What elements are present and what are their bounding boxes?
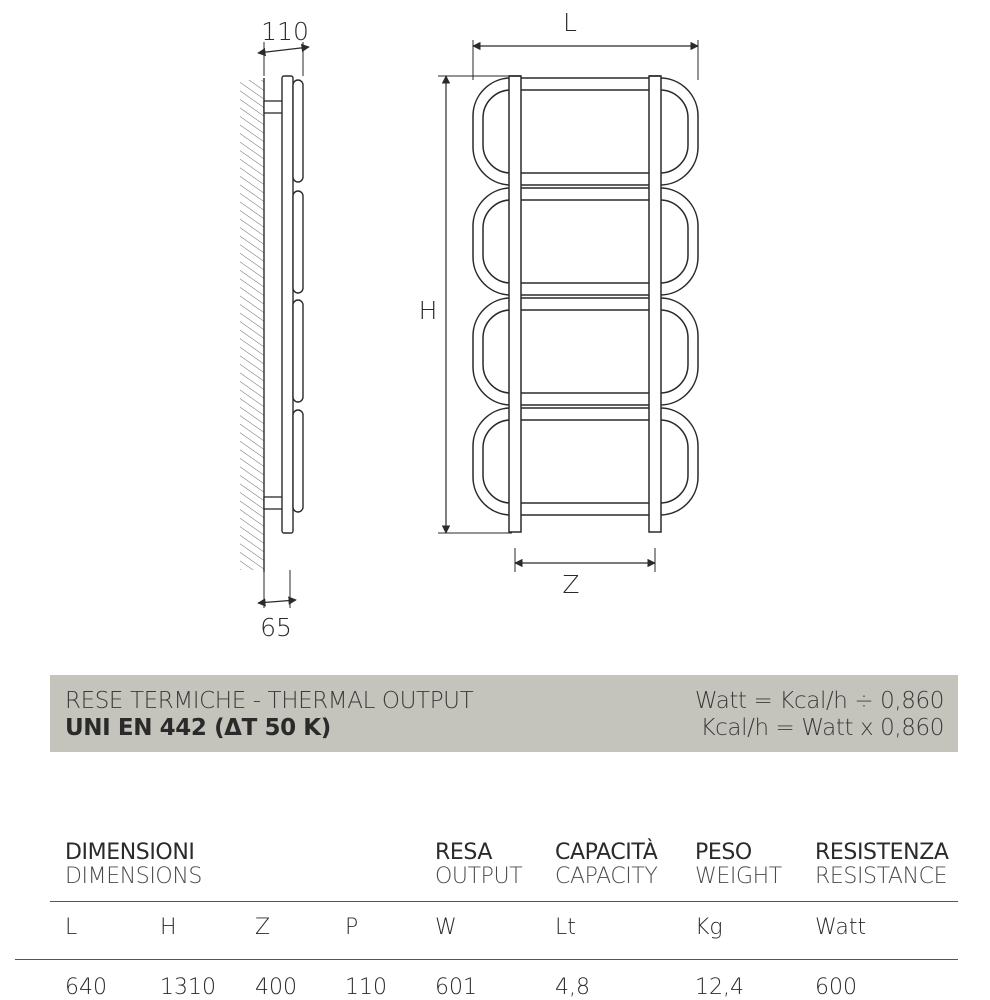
banner-title: RESE TERMICHE - THERMAL OUTPUT xyxy=(65,688,474,714)
header-output: RESA OUTPUT xyxy=(435,840,523,889)
front-loop-outer-1 xyxy=(473,78,698,185)
dim-label-height: H xyxy=(418,296,438,325)
cell-l: 640 xyxy=(65,975,107,1000)
cell-p: 110 xyxy=(345,975,387,1000)
cell-watt: 600 xyxy=(815,975,857,1000)
cell-h: 1310 xyxy=(160,975,216,1000)
side-collector xyxy=(282,76,293,533)
cell-z: 400 xyxy=(255,975,297,1000)
bracket-bottom xyxy=(264,497,283,509)
front-view xyxy=(473,76,698,532)
header-capacity: CAPACITÀ CAPACITY xyxy=(555,840,658,889)
dim-label-offset: 65 xyxy=(260,613,292,642)
column-kg: Kg xyxy=(695,915,723,940)
side-loop-4 xyxy=(293,410,303,512)
column-lt: Lt xyxy=(555,915,576,940)
banner-standard: UNI EN 442 (ΔT 50 K) xyxy=(65,715,331,741)
column-p: P xyxy=(345,915,359,940)
banner-formula-watt: Watt = Kcal/h ÷ 0,860 xyxy=(694,688,944,714)
header-weight: PESO WEIGHT xyxy=(695,840,782,889)
banner-formula-kcal: Kcal/h = Watt x 0,860 xyxy=(700,715,944,741)
front-tube-right xyxy=(649,76,661,532)
cell-kg: 12,4 xyxy=(695,975,744,1000)
thermal-output-banner xyxy=(50,675,958,752)
front-tube-left xyxy=(509,76,521,532)
dim-label-depth: 110 xyxy=(261,17,309,46)
dim-centers xyxy=(515,548,655,599)
header-rule xyxy=(50,901,958,902)
side-loop-3 xyxy=(293,300,303,402)
column-l: L xyxy=(65,915,78,940)
units-rule xyxy=(15,959,958,960)
front-loop-outer-4 xyxy=(473,408,698,515)
column-h: H xyxy=(160,915,177,940)
front-loop-outer-2 xyxy=(473,188,698,295)
cell-lt: 4,8 xyxy=(555,975,590,1000)
column-watt: Watt xyxy=(815,915,867,940)
front-loop-outer-3 xyxy=(473,298,698,405)
dim-width xyxy=(473,8,698,80)
bracket-top xyxy=(264,101,283,113)
dim-height xyxy=(419,76,512,533)
column-w: W xyxy=(435,915,457,940)
side-view xyxy=(240,17,309,642)
side-loop-2 xyxy=(293,191,303,293)
wall-hatching xyxy=(240,80,264,570)
cell-w: 601 xyxy=(435,975,477,1000)
dim-label-width: L xyxy=(563,8,577,37)
column-z: Z xyxy=(255,915,271,940)
header-resistance: RESISTENZA RESISTANCE xyxy=(815,840,949,889)
specs-table xyxy=(0,830,990,1000)
dim-line-depth xyxy=(258,47,309,53)
side-loop-1 xyxy=(293,80,303,182)
header-dimensions: DIMENSIONI DIMENSIONS xyxy=(65,840,202,889)
dim-label-centers: Z xyxy=(562,570,580,599)
